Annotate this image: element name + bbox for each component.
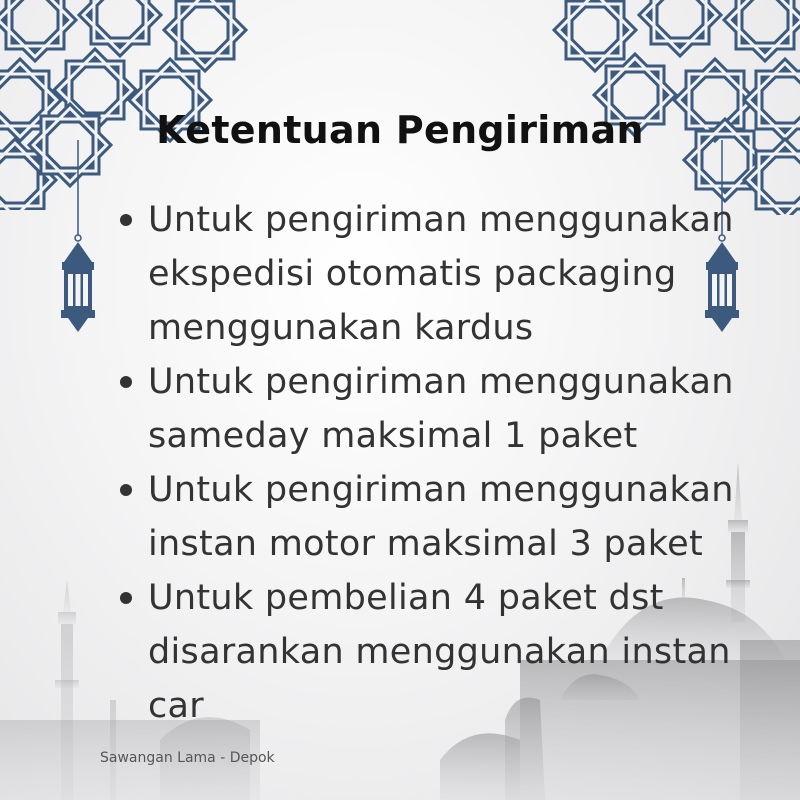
bullet-icon bbox=[120, 376, 132, 388]
islamic-star-pattern-left bbox=[0, 0, 260, 210]
shipping-rules-list bbox=[112, 193, 752, 733]
list-item bbox=[112, 571, 752, 733]
bullet-icon bbox=[120, 214, 132, 226]
bullet-icon bbox=[120, 484, 132, 496]
list-item-text: Untuk pembelian 4 paket dst disarankan menggunakan instan car bbox=[148, 578, 731, 726]
list-item bbox=[112, 463, 752, 571]
list-item bbox=[112, 355, 752, 463]
list-item-text: Untuk pengiriman menggunakan ekspedisi otomatis packaging menggunakan kardus bbox=[148, 200, 734, 348]
list-item-text: Untuk pengiriman menggunakan instan motor maksimal 3 paket bbox=[148, 470, 734, 564]
bullet-icon bbox=[120, 592, 132, 604]
location-caption: Sawangan Lama - Depok bbox=[100, 750, 275, 766]
lantern-left-icon bbox=[58, 140, 98, 340]
page-title: Ketentuan Pengiriman bbox=[156, 108, 644, 152]
list-item bbox=[112, 193, 752, 355]
list-item-text: Untuk pengiriman menggunakan sameday maksimal 1 paket bbox=[148, 362, 734, 456]
